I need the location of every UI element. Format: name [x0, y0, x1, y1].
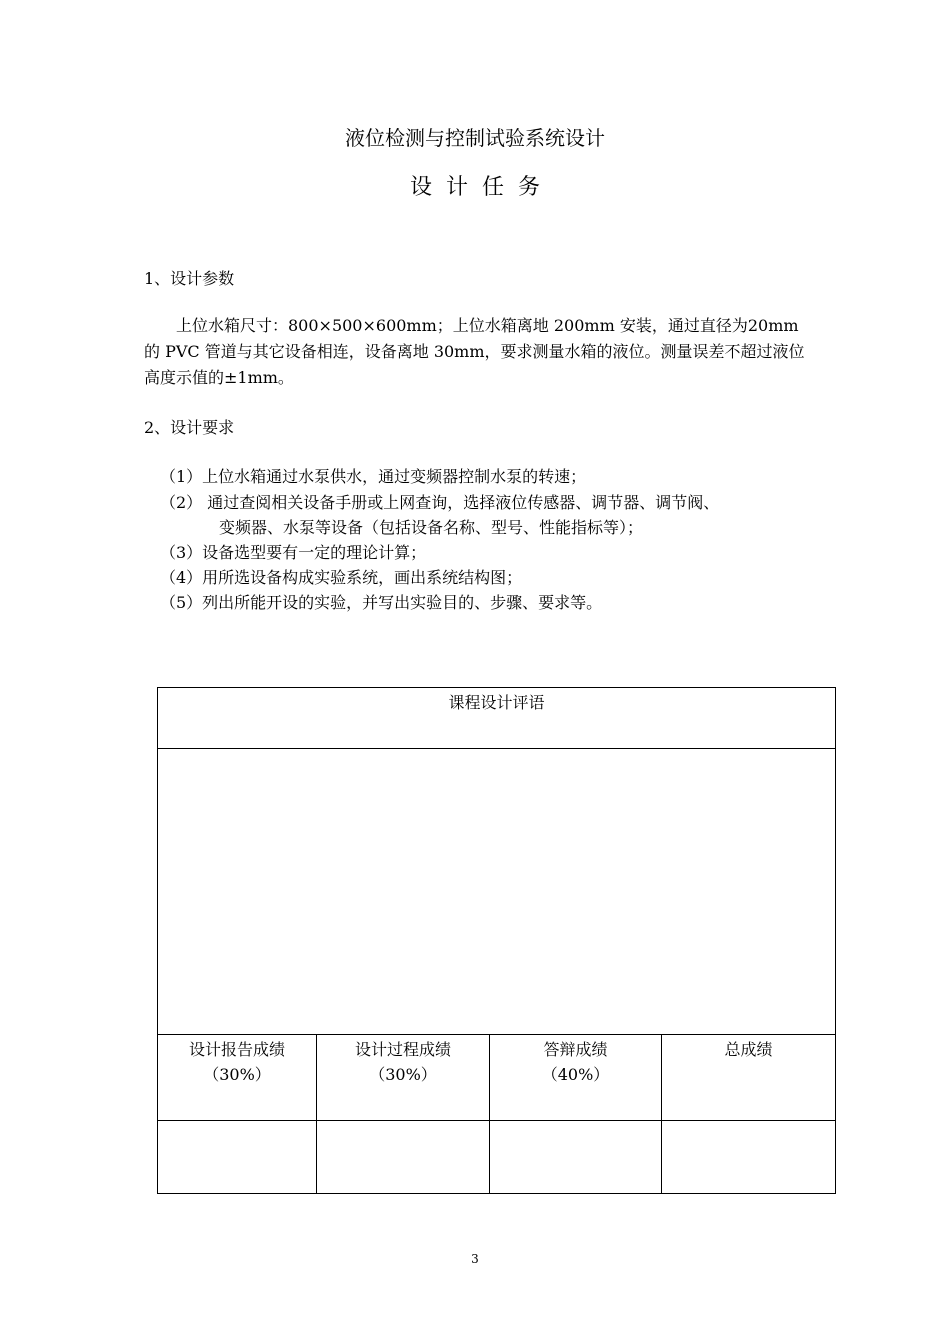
requirement-item: （1）上位水箱通过水泵供水，通过变频器控制水泵的转速； [160, 467, 587, 486]
score-header-report [158, 1035, 317, 1121]
score-cell-total [662, 1121, 836, 1194]
score-header-weight: （40%） [541, 1065, 610, 1084]
score-header-label: 总成绩 [724, 1040, 773, 1059]
document-title: 液位检测与控制试验系统设计 [345, 126, 605, 150]
course-review-table [157, 687, 836, 1194]
requirement-item: （5）列出所能开设的实验，并写出实验目的、步骤、要求等。 [160, 593, 603, 612]
page-number: 3 [471, 1252, 479, 1266]
score-header-label: 设计报告成绩 [188, 1040, 285, 1059]
requirement-item: （3）设备选型要有一定的理论计算； [160, 543, 427, 562]
design-parameters-paragraph: 上位水箱尺寸：800×500×600mm；上位水箱离地 200mm 安装，通过直径为20mm 的 PVC 管道与其它设备相连，设备离地 30mm，要求测量水箱的液位。测量误差不超过液位高度示值的±1mm。 [144, 316, 805, 387]
score-header-total [662, 1035, 836, 1121]
score-header-process [317, 1035, 490, 1121]
score-cell-process [317, 1121, 490, 1194]
review-comments-area [158, 749, 836, 1035]
review-table-title: 课程设计评语 [158, 688, 836, 749]
requirement-item-continuation: 变频器、水泵等设备（包括设备名称、型号、性能指标等）； [219, 518, 644, 537]
section-heading-design-parameters: 1、设计参数 [144, 269, 235, 288]
score-header-weight: （30%） [369, 1065, 437, 1084]
requirement-item: （4）用所选设备构成实验系统，画出系统结构图； [160, 568, 523, 587]
score-header-label: 答辩成绩 [543, 1040, 608, 1059]
score-cell-report [158, 1121, 317, 1194]
score-header-defense [490, 1035, 662, 1121]
section-heading-design-requirements: 2、设计要求 [144, 418, 235, 437]
score-header-label: 设计过程成绩 [354, 1040, 451, 1059]
document-subtitle: 设计任务 [409, 175, 554, 200]
requirement-item: （2） 通过查阅相关设备手册或上网查询，选择液位传感器、调节器、调节阀、 [160, 493, 720, 512]
score-cell-defense [490, 1121, 662, 1194]
score-header-weight: （30%） [203, 1065, 271, 1084]
